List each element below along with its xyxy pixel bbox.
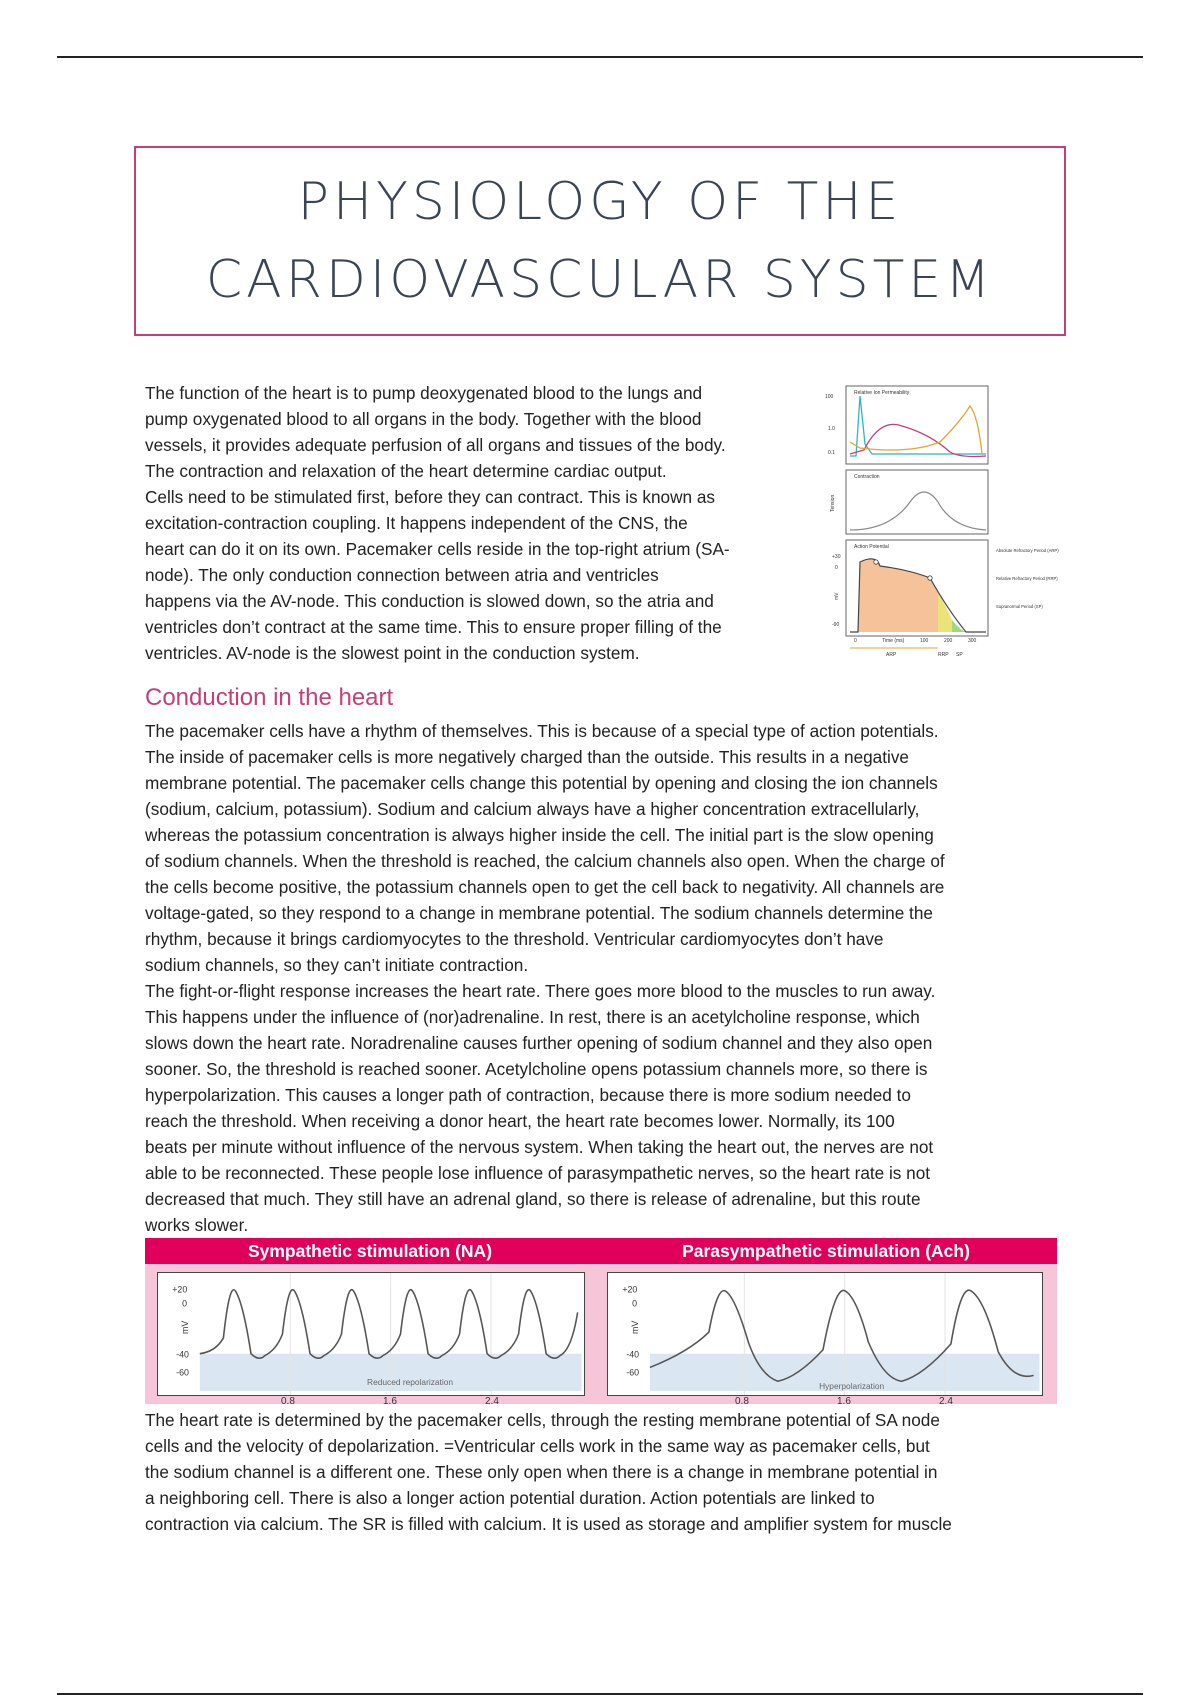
bottom-rule (57, 1693, 1143, 1695)
intro-paragraph (145, 380, 815, 666)
text-line: rhythm, because it brings cardiomyocytes to the threshold. Ventricular cardiomyocytes don’t have (145, 929, 884, 949)
marker-point (874, 560, 878, 564)
y-tick: +20 (172, 1284, 188, 1295)
x-tick: 200 (944, 638, 953, 644)
y-tick: 0 (182, 1298, 188, 1309)
y-tick: 0.1 (828, 450, 835, 456)
text-line: decreased that much. They still have an adrenal gland, so there is release of adrenaline, but this route (145, 1189, 921, 1209)
bottom-paragraph (145, 1407, 1060, 1537)
section-heading-conduction: Conduction in the heart (145, 684, 394, 711)
text-line: the sodium channel is a different one. These only open when there is a change in membrane potential in (145, 1462, 938, 1482)
text-line: The inside of pacemaker cells is more negatively charged than the outside. This results in a negative (145, 747, 909, 767)
bottom-label: ARP (886, 652, 897, 658)
x-tick: 0.8 (281, 1396, 295, 1407)
permeability-panel-label: Relative Ion Permeability (854, 390, 910, 396)
x-tick: 1.6 (837, 1396, 851, 1407)
top-rule (57, 56, 1143, 58)
x-tick: 300 (968, 638, 977, 644)
text-line: pump oxygenated blood to all organs in the body. Together with the blood (145, 409, 702, 429)
y-tick: 1.0 (828, 426, 835, 432)
right-label: Absolute Refractory Period (ARP) (996, 548, 1059, 553)
y-tick: 0 (835, 565, 838, 571)
text-line: This happens under the influence of (nor)adrenaline. In rest, there is an acetylcholine response, which (145, 1007, 920, 1027)
text-line: works slower. (145, 1215, 249, 1235)
page-title-line-1: PHYSIOLOGY OF THE (297, 172, 903, 232)
text-line: beats per minute without influence of the nervous system. When taking the heart out, the nerves are not (145, 1137, 934, 1157)
text-line: voltage-gated, so they respond to a change in membrane potential. The sodium channels determine the (145, 903, 933, 923)
y-axis-label: Tension (830, 494, 836, 512)
text-line: contraction via calcium. The SR is filled with calcium. It is used as storage and amplifier system for muscle (145, 1514, 952, 1534)
text-line: heart can do it on its own. Pacemaker cells reside in the top-right atrium (SA- (145, 539, 730, 559)
x-tick: 2.4 (939, 1396, 953, 1407)
parasympathetic-chart (607, 1272, 1043, 1396)
y-tick: 100 (825, 394, 834, 400)
text-line: membrane potential. The pacemaker cells change this potential by opening and closing the ion channels (145, 773, 938, 793)
text-line: hyperpolarization. This causes a longer path of contraction, because there is more sodium needed to (145, 1085, 911, 1105)
right-label: Relative Refractory Period (RRP) (996, 576, 1058, 581)
text-line: whereas the potassium concentration is always higher inside the cell. The initial part is the slow opening (145, 825, 934, 845)
marker-point (928, 576, 932, 580)
page-title-line-2: CARDIOVASCULAR SYSTEM (205, 250, 995, 310)
text-line: slows down the heart rate. Noradrenaline causes further opening of sodium channel and they also open (145, 1033, 933, 1053)
x-tick: 100 (920, 638, 929, 644)
right-label: Supranormal Period (SP) (996, 604, 1043, 609)
y-tick: +30 (832, 554, 841, 560)
bottom-label: SP (956, 652, 963, 658)
y-axis-label: mV (630, 1320, 641, 1334)
band-annotation: Hyperpolarization (819, 1381, 885, 1392)
contraction-panel-label: Contraction (854, 474, 880, 480)
text-line: The function of the heart is to pump deoxygenated blood to the lungs and (145, 383, 703, 403)
text-line: The heart rate is determined by the pacemaker cells, through the resting membrane potential of SA node (145, 1410, 940, 1430)
bottom-label: RRP (938, 652, 949, 658)
text-line: ventricles. AV-node is the slowest point in the conduction system. (145, 643, 640, 663)
parasympathetic-title: Parasympathetic stimulation (Ach) (595, 1238, 1057, 1264)
y-tick: -40 (626, 1349, 640, 1360)
sympathetic-title: Sympathetic stimulation (NA) (145, 1238, 595, 1264)
text-line: a neighboring cell. There is also a longer action potential duration. Action potentials are linked to (145, 1488, 875, 1508)
text-line: sooner. So, the threshold is reached sooner. Acetylcholine opens potassium channels more, so there is (145, 1059, 928, 1079)
y-tick: -60 (176, 1367, 189, 1378)
text-line: sodium channels, so they can’t initiate contraction. (145, 955, 529, 975)
text-line: happens via the AV-node. This conduction is slowed down, so the atria and (145, 591, 714, 611)
x-axis-label: Time (ms) (882, 638, 905, 644)
x-tick: 1.6 (383, 1396, 397, 1407)
text-line: vessels, it provides adequate perfusion of all organs and tissues of the body. (145, 435, 726, 455)
text-line: of sodium channels. When the threshold is reached, the calcium channels also open. When the charge of (145, 851, 945, 871)
text-line: The pacemaker cells have a rhythm of themselves. This is because of a special type of action potentials. (145, 721, 939, 741)
text-line: The contraction and relaxation of the heart determine cardiac output. (145, 461, 667, 481)
y-tick: -90 (832, 622, 840, 628)
sympathetic-chart (157, 1272, 585, 1396)
text-line: the cells become positive, the potassium channels open to get the cell back to negativity. All channels are (145, 877, 945, 897)
text-line: reach the threshold. When receiving a donor heart, the heart rate becomes lower. Normally, its 100 (145, 1111, 895, 1131)
y-tick: +20 (622, 1284, 638, 1295)
band-annotation: Reduced repolarization (367, 1377, 454, 1388)
x-tick: 0 (854, 638, 857, 644)
sympathetic-trace (200, 1290, 578, 1359)
text-line: ventricles don’t contract at the same time. This to ensure proper filling of the (145, 617, 722, 637)
y-tick: -60 (626, 1367, 640, 1378)
action-potential-panel-label: Action Potential (854, 544, 889, 550)
y-axis-label: mV (180, 1320, 190, 1334)
conduction-paragraph (145, 718, 1060, 1238)
action-potential-figure (820, 382, 1060, 668)
permeability-panel (846, 386, 988, 464)
title-box (134, 146, 1066, 336)
y-tick: 0 (632, 1298, 638, 1309)
text-line: node). The only conduction connection between atria and ventricles (145, 565, 659, 585)
text-line: able to be reconnected. These people lose influence of parasympathetic nerves, so the heart rate is not (145, 1163, 931, 1183)
x-tick: 2.4 (485, 1396, 499, 1407)
text-line: The fight-or-flight response increases the heart rate. There goes more blood to the muscles to run away. (145, 981, 936, 1001)
parasympathetic-panel-frame (595, 1264, 1057, 1404)
text-line: Cells need to be stimulated first, before they can contract. This is known as (145, 487, 716, 507)
stimulation-figure (145, 1238, 1057, 1408)
sympathetic-panel-frame (145, 1264, 595, 1404)
text-line: cells and the velocity of depolarization. =Ventricular cells work in the same way as pacemaker cells, but (145, 1436, 930, 1456)
x-tick: 0.8 (735, 1396, 749, 1407)
text-line: excitation-contraction coupling. It happens independent of the CNS, the (145, 513, 688, 533)
text-line: (sodium, calcium, potassium). Sodium and calcium always have a higher concentration extracellularly, (145, 799, 920, 819)
y-axis-label: mV (834, 592, 840, 600)
y-tick: -40 (176, 1349, 189, 1360)
